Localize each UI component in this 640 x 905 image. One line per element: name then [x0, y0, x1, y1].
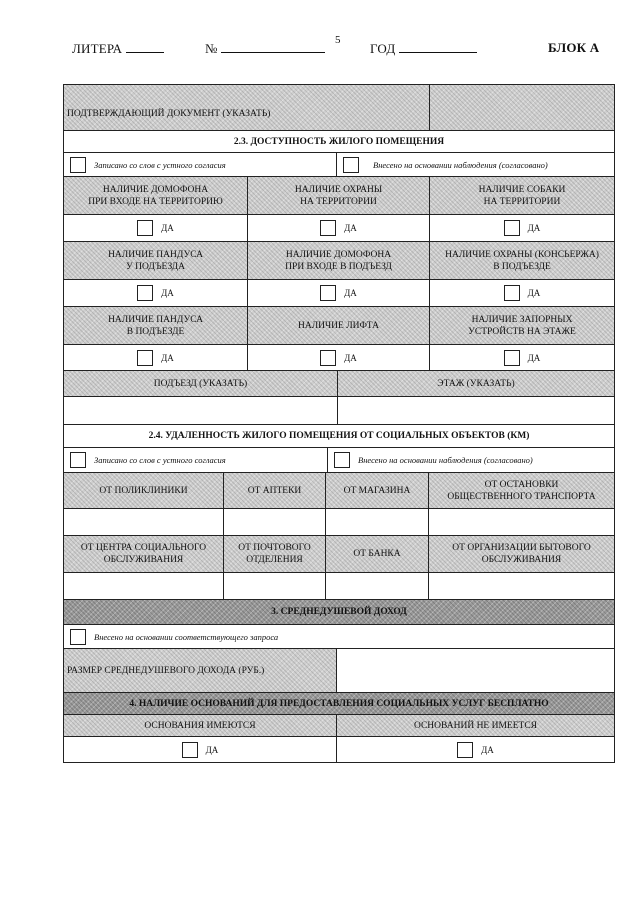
year-field: [370, 40, 477, 57]
number-label: №: [205, 41, 218, 56]
dog-territory-label: НАЛИЧИЕ СОБАКИ НА ТЕРРИТОРИИ: [429, 177, 614, 214]
section-2-4-title: 2.4. УДАЛЕННОСТЬ ЖИЛОГО ПОМЕЩЕНИЯ ОТ СОЦИАЛЬНЫХ ОБЪЕКТОВ (КМ): [148, 431, 530, 441]
ramp-entrance-yes[interactable]: [64, 280, 247, 306]
s23-row2-labels: [63, 242, 615, 280]
s24-row2-values: [63, 573, 615, 600]
confirm-doc-value[interactable]: [429, 85, 614, 130]
transport-stop-input[interactable]: [428, 509, 614, 535]
s23-oral-consent-label: Записано со слов с устного согласия: [94, 159, 226, 170]
elevator-yes[interactable]: [247, 345, 429, 370]
yes-label: ДА: [344, 352, 357, 363]
checkbox[interactable]: [320, 220, 336, 236]
intercom-entrance-label: НАЛИЧИЕ ДОМОФОНА ПРИ ВХОДЕ В ПОДЪЕЗД: [247, 242, 429, 279]
form-table: [63, 84, 615, 763]
s24-source-row: [63, 448, 615, 473]
grounds-none-label: ОСНОВАНИЙ НЕ ИМЕЕТСЯ: [336, 715, 614, 736]
s23-observation-checkbox[interactable]: [343, 157, 359, 173]
checkbox[interactable]: [320, 285, 336, 301]
guard-territory-yes[interactable]: [247, 215, 429, 241]
s23-oral-consent-checkbox[interactable]: [70, 157, 86, 173]
yes-label: ДА: [205, 744, 219, 755]
s23-oral-consent-option[interactable]: [64, 153, 336, 176]
post-office-input[interactable]: [223, 573, 325, 599]
section-3-title: 3. СРЕДНЕДУШЕВОЙ ДОХОД: [64, 600, 614, 624]
litera-field: [72, 40, 164, 57]
polyclinic-input[interactable]: [64, 509, 223, 535]
checkbox[interactable]: [457, 742, 473, 758]
entrance-label: ПОДЪЕЗД (УКАЗАТЬ): [64, 371, 337, 396]
yes-label: ДА: [344, 223, 357, 233]
shop-label: ОТ МАГАЗИНА: [325, 473, 428, 508]
income-input[interactable]: [336, 649, 614, 692]
floor-locks-yes[interactable]: [429, 345, 614, 370]
entrance-floor-values: [63, 397, 615, 425]
ramp-entrance-label: НАЛИЧИЕ ПАНДУСА У ПОДЪЕЗДА: [64, 242, 247, 279]
intercom-territory-label: НАЛИЧИЕ ДОМОФОНА ПРИ ВХОДЕ НА ТЕРРИТОРИЮ: [64, 177, 247, 214]
concierge-entrance-label: НАЛИЧИЕ ОХРАНЫ (КОНСЬЕРЖА) В ПОДЪЕЗДЕ: [429, 242, 614, 279]
s24-oral-consent-checkbox[interactable]: [70, 452, 86, 468]
grounds-exist-yes[interactable]: [64, 737, 336, 762]
section-2-3-title: 2.3. ДОСТУПНОСТЬ ЖИЛОГО ПОМЕЩЕНИЯ: [233, 136, 445, 147]
floor-label: ЭТАЖ (УКАЗАТЬ): [337, 371, 614, 396]
litera-input-line[interactable]: [126, 40, 164, 53]
concierge-entrance-yes[interactable]: [429, 280, 614, 306]
guard-territory-label: НАЛИЧИЕ ОХРАНЫ НА ТЕРРИТОРИИ: [247, 177, 429, 214]
s3-request-label: Внесено на основании соответствующего запроса: [94, 631, 279, 642]
consumer-services-input[interactable]: [428, 573, 614, 599]
bank-input[interactable]: [325, 573, 428, 599]
s24-row2-labels: [63, 536, 615, 573]
entrance-floor-labels: [63, 371, 615, 397]
elevator-label: НАЛИЧИЕ ЛИФТА: [247, 307, 429, 344]
dog-territory-yes[interactable]: [429, 215, 614, 241]
s4-labels: [63, 715, 615, 737]
floor-locks-label: НАЛИЧИЕ ЗАПОРНЫХ УСТРОЙСТВ НА ЭТАЖЕ: [429, 307, 614, 344]
ramp-inside-label: НАЛИЧИЕ ПАНДУСА В ПОДЪЕЗДЕ: [64, 307, 247, 344]
s3-request-checkbox[interactable]: [70, 629, 86, 645]
social-center-label: ОТ ЦЕНТРА СОЦИАЛЬНОГО ОБСЛУЖИВАНИЯ: [64, 536, 223, 572]
yes-label: ДА: [527, 223, 541, 233]
yes-label: ДА: [161, 223, 174, 233]
confirm-doc-label: ПОДТВЕРЖДАЮЩИЙ ДОКУМЕНТ (УКАЗАТЬ): [64, 85, 429, 130]
s24-observation-label: Внесено на основании наблюдения (согласовано): [358, 455, 533, 465]
litera-label: ЛИТЕРА: [72, 41, 123, 56]
s23-row3-values: [63, 345, 615, 371]
checkbox[interactable]: [320, 350, 336, 366]
section-2-3-header: [63, 131, 615, 153]
s24-oral-consent-label: Записано со слов с устного согласия: [94, 455, 226, 465]
section-4-header: [63, 693, 615, 715]
intercom-entrance-yes[interactable]: [247, 280, 429, 306]
yes-label: ДА: [527, 352, 541, 363]
number-field: [205, 40, 325, 57]
grounds-none-yes[interactable]: [336, 737, 614, 762]
income-label: РАЗМЕР СРЕДНЕДУШЕВОГО ДОХОДА (РУБ.): [64, 649, 336, 692]
polyclinic-label: ОТ ПОЛИКЛИНИКИ: [64, 473, 223, 508]
number-input-line[interactable]: [221, 40, 325, 53]
year-input-line[interactable]: [399, 40, 477, 53]
checkbox[interactable]: [182, 742, 198, 758]
year-label: ГОД: [370, 41, 396, 56]
floor-input[interactable]: [337, 397, 614, 424]
s3-request-option[interactable]: [64, 625, 614, 648]
s24-observation-checkbox[interactable]: [334, 452, 350, 468]
consumer-services-label: ОТ ОРГАНИЗАЦИИ БЫТОВОГО ОБСЛУЖИВАНИЯ: [428, 536, 614, 572]
checkbox[interactable]: [504, 350, 520, 366]
checkbox[interactable]: [137, 220, 153, 236]
s23-observation-option[interactable]: [336, 153, 614, 176]
pharmacy-label: ОТ АПТЕКИ: [223, 473, 325, 508]
intercom-territory-yes[interactable]: [64, 215, 247, 241]
yes-label: ДА: [161, 352, 174, 363]
s23-observation-label: Внесено на основании наблюдения (согласовано): [373, 159, 548, 170]
social-center-input[interactable]: [64, 573, 223, 599]
yes-label: ДА: [527, 288, 541, 298]
yes-label: ДА: [161, 288, 174, 298]
s23-source-row: [63, 153, 615, 177]
shop-input[interactable]: [325, 509, 428, 535]
ramp-inside-yes[interactable]: [64, 345, 247, 370]
pharmacy-input[interactable]: [223, 509, 325, 535]
section-3-header: [63, 600, 615, 625]
s24-oral-consent-option[interactable]: [64, 448, 327, 472]
section-4-title: 4. НАЛИЧИЕ ОСНОВАНИЙ ДЛЯ ПРЕДОСТАВЛЕНИЯ СОЦИАЛЬНЫХ УСЛУГ БЕСПЛАТНО: [64, 693, 614, 714]
s24-row1-labels: [63, 473, 615, 509]
yes-label: ДА: [481, 744, 494, 755]
income-row: [63, 649, 615, 693]
page-number: 5: [335, 34, 341, 46]
checkbox[interactable]: [504, 285, 520, 301]
s4-values: [63, 737, 615, 763]
grounds-exist-label: ОСНОВАНИЯ ИМЕЮТСЯ: [64, 715, 336, 736]
post-office-label: ОТ ПОЧТОВОГО ОТДЕЛЕНИЯ: [223, 536, 325, 572]
checkbox[interactable]: [137, 350, 153, 366]
s23-row2-values: [63, 280, 615, 307]
s24-row1-values: [63, 509, 615, 536]
s24-observation-option[interactable]: [327, 448, 614, 472]
s3-source-row: [63, 625, 615, 649]
entrance-input[interactable]: [64, 397, 337, 424]
confirm-doc-row: [63, 84, 615, 131]
s23-row3-labels: [63, 307, 615, 345]
yes-label: ДА: [344, 288, 357, 298]
checkbox[interactable]: [137, 285, 153, 301]
section-2-4-header: [63, 425, 615, 448]
checkbox[interactable]: [504, 220, 520, 236]
s23-row1-values: [63, 215, 615, 242]
transport-stop-label: ОТ ОСТАНОВКИ ОБЩЕСТВЕННОГО ТРАНСПОРТА: [428, 473, 614, 508]
block-label: БЛОК А: [548, 40, 600, 55]
s23-row1-labels: [63, 177, 615, 215]
bank-label: ОТ БАНКА: [325, 536, 428, 572]
